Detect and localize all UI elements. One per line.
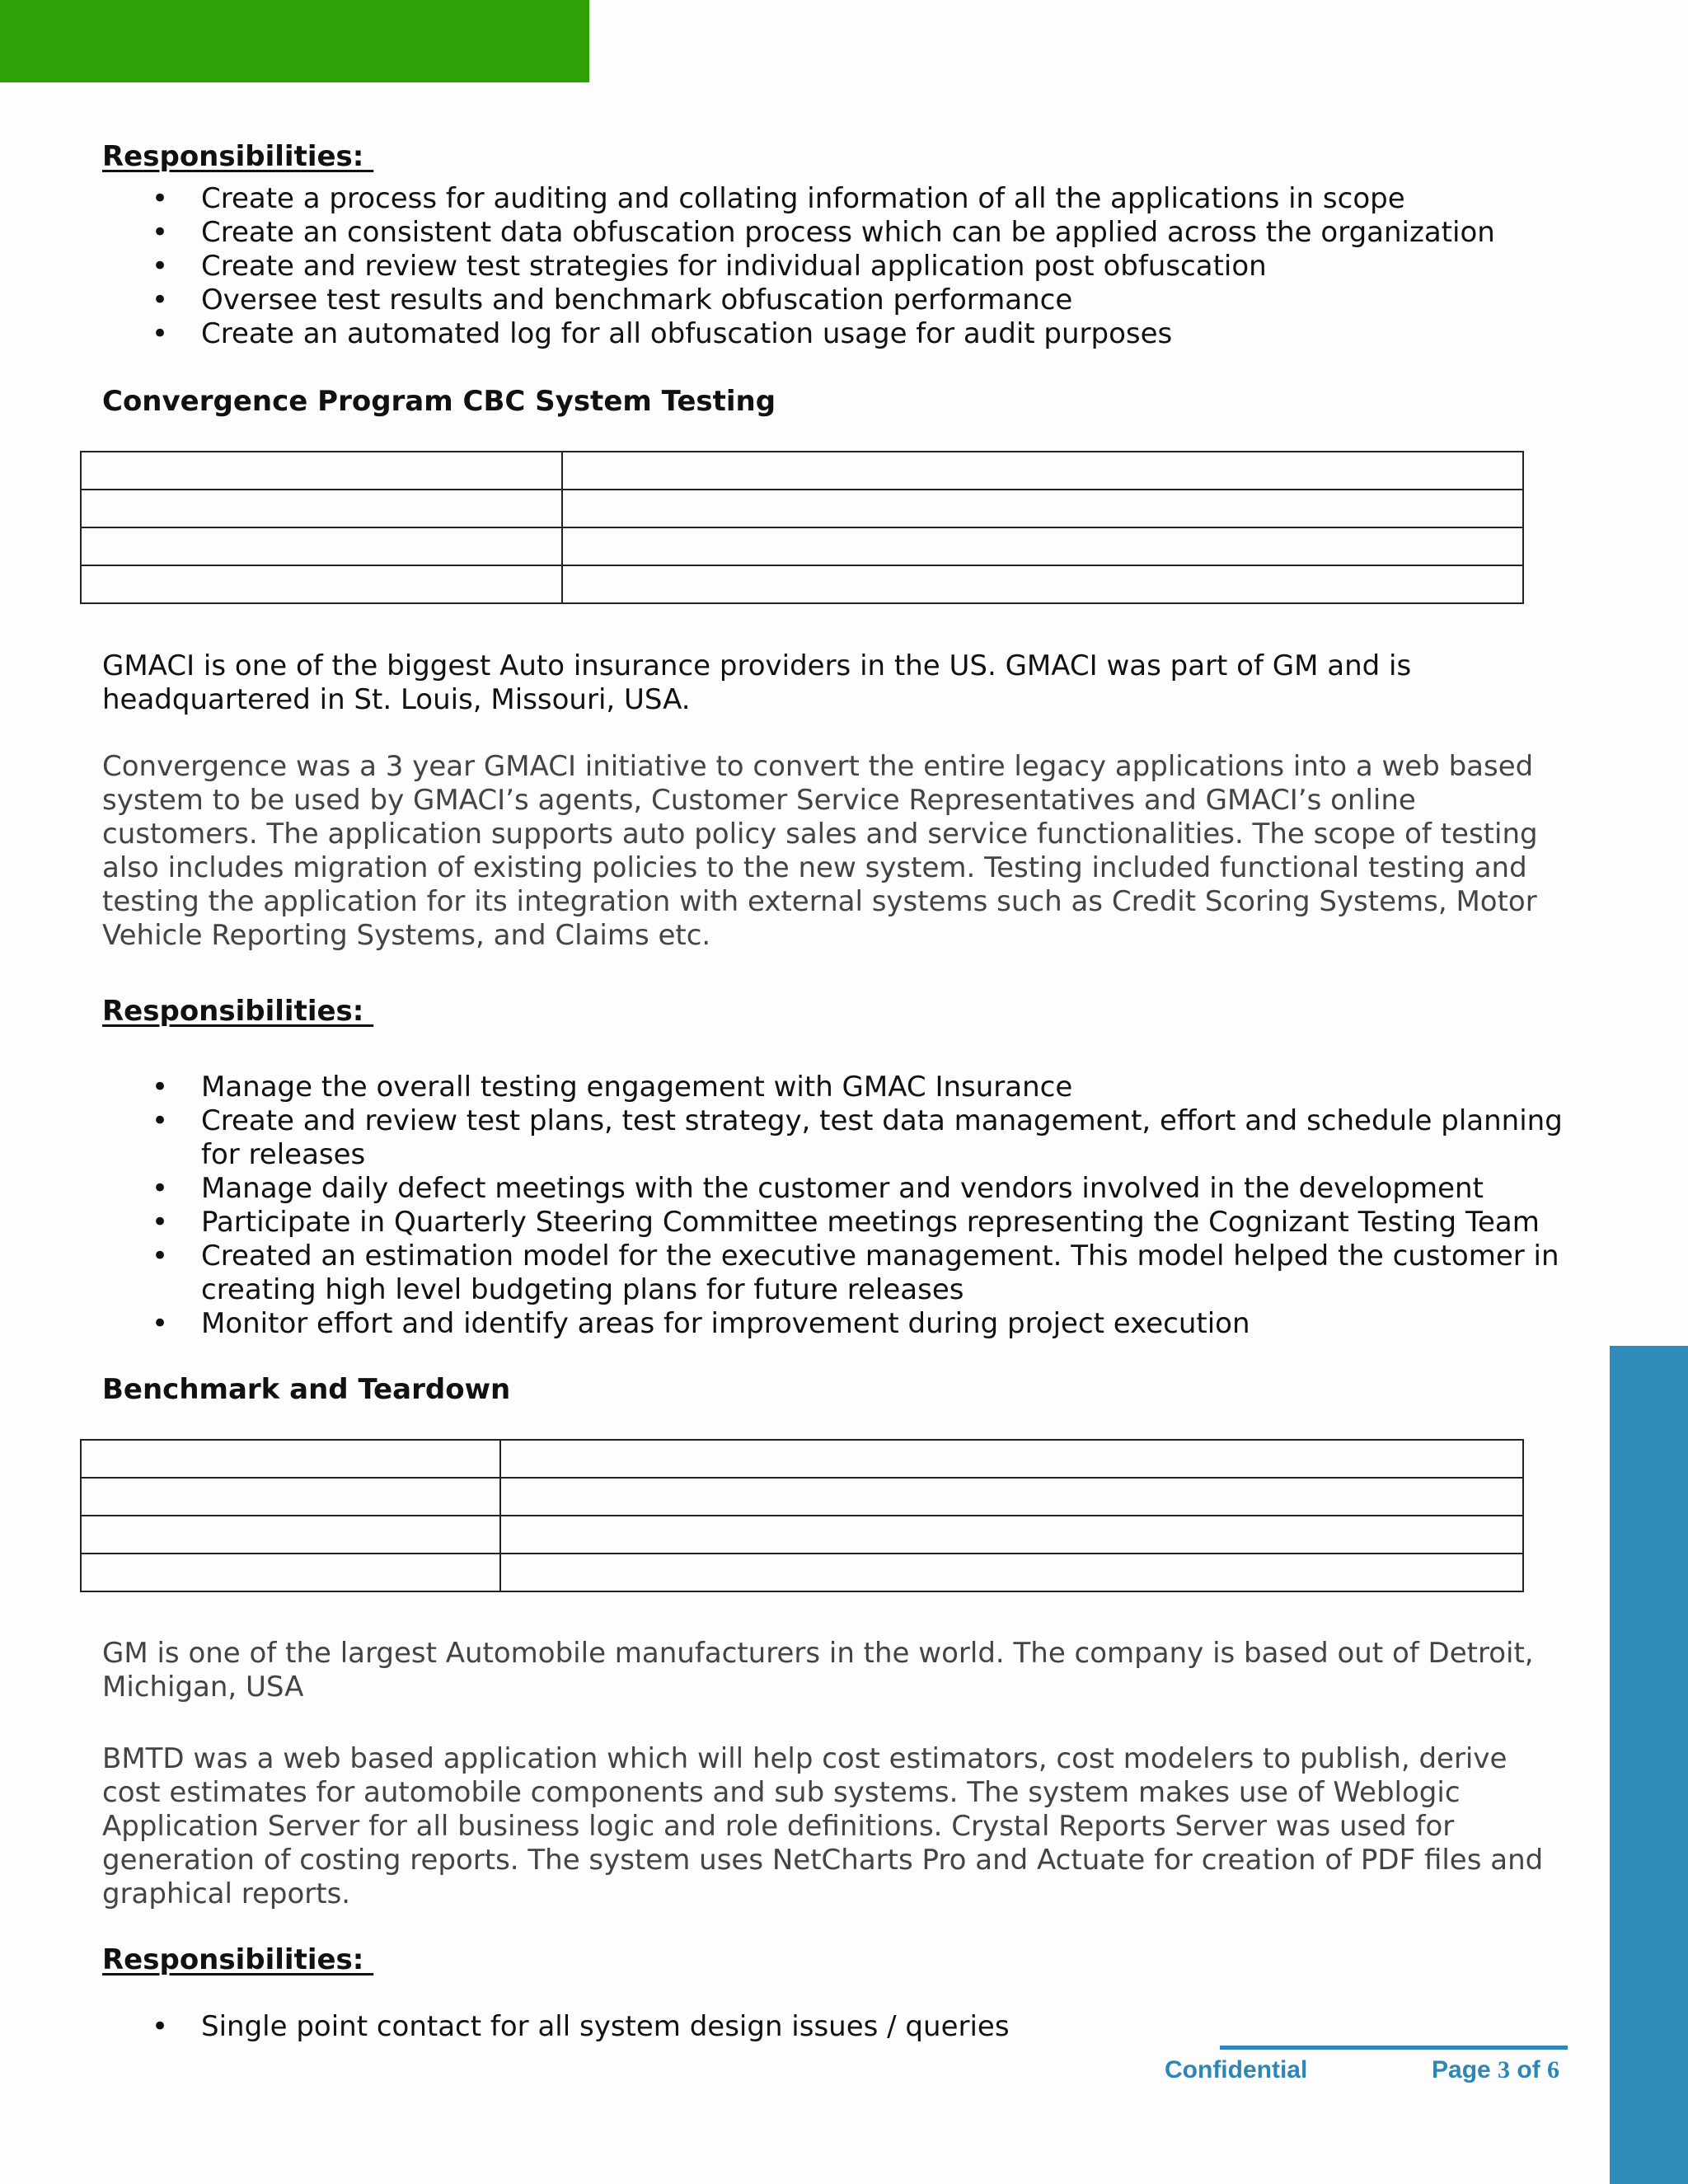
- list-item: • Manage daily defect meetings with the customer and vendors involved in the development: [102, 1172, 1569, 1206]
- project-details-table-1: [80, 451, 1524, 604]
- list-item: • Monitor effort and identify areas for improvement during project execution: [102, 1307, 1569, 1341]
- table-row: [81, 452, 1523, 490]
- responsibilities-heading-2: Responsibilities:: [102, 995, 374, 1028]
- company-intro-gmaci: GMACI is one of the biggest Auto insurance providers in the US. GMACI was part of GM and is headquartered in St. Louis, Missouri, USA.: [102, 649, 1412, 716]
- table-row: [81, 527, 1523, 565]
- footer-divider: [1220, 2046, 1568, 2050]
- responsibilities-list-1: [102, 182, 1569, 351]
- footer-page-number: Page 3 of 6: [1432, 2056, 1560, 2083]
- list-item: • Manage the overall testing engagement with GMAC Insurance: [102, 1071, 1569, 1104]
- page-total: 6: [1547, 2056, 1560, 2083]
- list-item: • Create an automated log for all obfuscation usage for audit purposes: [102, 317, 1569, 351]
- table-row: [81, 490, 1523, 527]
- list-item: • Create an consistent data obfuscation process which can be applied across the organization: [102, 216, 1569, 250]
- table-row: [81, 1554, 1523, 1591]
- table-row: [81, 1478, 1523, 1516]
- project-description-convergence: Convergence was a 3 year GMACI initiative to convert the entire legacy applications into a web based system to be used by GMACI’s agents, Customer Service Representatives and GMACI’s online customers. The application supports auto policy sales and service functionalities. The scope of testing also includes migration of existing policies to the new system. Testing included functional testing and testing the application for its integration with external systems such as Credit Scoring Systems, Motor Vehicle Reporting Systems, and Claims etc.: [102, 750, 1538, 952]
- table-row: [81, 1440, 1523, 1478]
- company-intro-gm: GM is one of the largest Automobile manufacturers in the world. The company is based out of Detroit, Michigan, USA: [102, 1637, 1534, 1704]
- page-current: 3: [1498, 2056, 1511, 2083]
- list-item: • Oversee test results and benchmark obfuscation performance: [102, 284, 1569, 317]
- side-blue-bar: [1610, 1346, 1688, 2184]
- project-title-convergence: Convergence Program CBC System Testing: [102, 385, 776, 418]
- responsibilities-list-3: [102, 2010, 1569, 2044]
- list-item: • Create and review test strategies for individual application post obfuscation: [102, 250, 1569, 284]
- table-row: [81, 1516, 1523, 1554]
- list-item: • Created an estimation model for the executive management. This model helped the customer in creating high level budgeting plans for future releases: [102, 1240, 1569, 1307]
- table-row: [81, 565, 1523, 603]
- project-details-table-2: [80, 1439, 1524, 1592]
- list-item: • Create and review test plans, test strategy, test data management, effort and schedule planning for releases: [102, 1104, 1569, 1172]
- project-title-benchmark: Benchmark and Teardown: [102, 1373, 511, 1406]
- list-item: • Single point contact for all system design issues / queries: [102, 2010, 1569, 2044]
- responsibilities-heading-1: Responsibilities:: [102, 140, 374, 173]
- responsibilities-heading-3: Responsibilities:: [102, 1943, 374, 1976]
- list-item: • Create a process for auditing and collating information of all the applications in scope: [102, 182, 1569, 216]
- list-item: • Participate in Quarterly Steering Committee meetings representing the Cognizant Testing Team: [102, 1206, 1569, 1240]
- footer-confidential: Confidential: [1165, 2056, 1308, 2083]
- project-description-bmtd: BMTD was a web based application which will help cost estimators, cost modelers to publish, derive cost estimates for automobile components and sub systems. The system makes use of Weblogic Application Server for all business logic and role definitions. Crystal Reports Server was used for generation of costing reports. The system uses NetCharts Pro and Actuate for creation of PDF files and graphical reports.: [102, 1742, 1544, 1910]
- responsibilities-list-2: [102, 1071, 1569, 1341]
- header-green-bar: [0, 0, 589, 82]
